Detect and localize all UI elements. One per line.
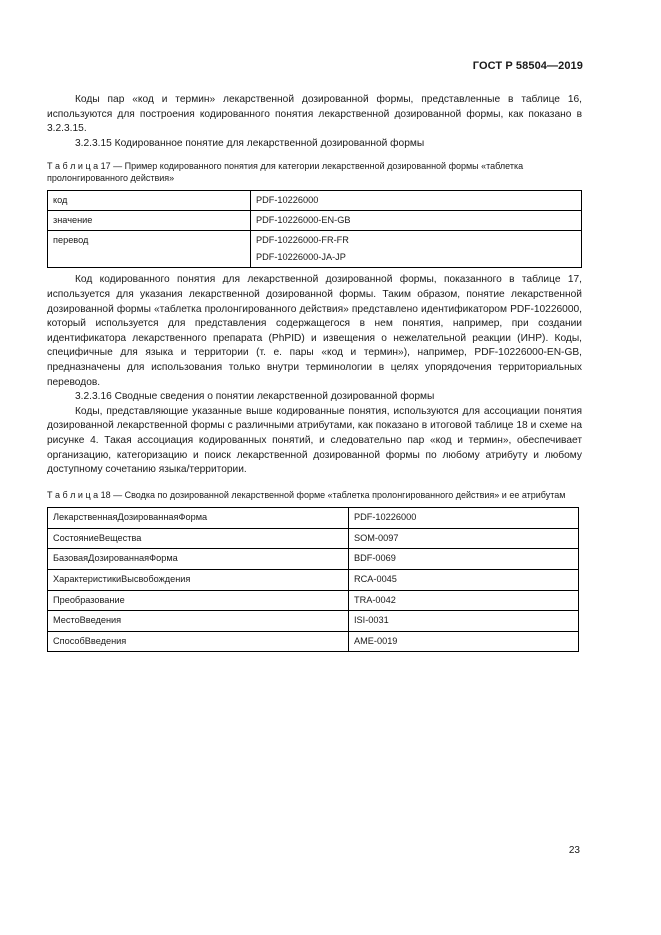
table-row xyxy=(48,508,579,529)
table-row xyxy=(48,590,579,611)
table-cell-label: перевод xyxy=(48,231,251,268)
table-cell-label: ЛекарственнаяДозированнаяФорма xyxy=(48,508,349,529)
table-row xyxy=(48,611,579,632)
page-number: 23 xyxy=(568,845,580,856)
table-cell-value xyxy=(251,231,582,268)
table-cell-value: TRA-0042 xyxy=(349,590,579,611)
table-cell-label: ХарактеристикиВысвобождения xyxy=(48,569,349,590)
translation-fr: PDF-10226000-FR-FR xyxy=(256,235,349,246)
section-heading-3-2-3-16: 3.2.3.16 Сводные сведения о понятии лекарственной дозированной формы xyxy=(75,391,435,403)
table-row xyxy=(48,631,579,652)
table-row xyxy=(48,211,582,231)
table-cell-value: PDF-10226000 xyxy=(349,508,579,529)
page-body xyxy=(47,93,582,652)
paragraph-intro: Коды пар «код и термин» лекарственной дозированной формы, представленные в таблице 16, используются для построения кодированного понятия лекарственной дозированной формы, как показано в 3.2.3.15. xyxy=(47,94,582,135)
table-cell-value: PDF-10226000 xyxy=(251,191,582,211)
section-heading-3-2-3-15: 3.2.3.15 Кодированное понятие для лекарственной дозированной формы xyxy=(75,137,425,149)
table-cell-label: МестоВведения xyxy=(48,611,349,632)
table-cell-label: СостояниеВещества xyxy=(48,528,349,549)
table-row xyxy=(48,528,579,549)
table-cell-value: AME-0019 xyxy=(349,631,579,652)
table-row xyxy=(48,231,582,268)
table-cell-label: код xyxy=(48,191,251,211)
translation-ja: PDF-10226000-JA-JP xyxy=(256,252,346,263)
table-18-caption: Т а б л и ц а 18 — Сводка по дозированной лекарственной форме «таблетка пролонгированного действия» и ее атрибутам xyxy=(47,489,566,500)
table-cell-value: BDF-0069 xyxy=(349,549,579,570)
table-cell-value: ISI-0031 xyxy=(349,611,579,632)
table-row xyxy=(48,191,582,211)
table-cell-label: значение xyxy=(48,211,251,231)
table-cell-label: СпособВведения xyxy=(48,631,349,652)
paragraph-coded-concept: Код кодированного понятия для лекарственной дозированной формы, показанного в таблице 17, используется для указания лекарственной дозированной формы. Таким образом, понятие лекарственной дозированной формы «таблетка пролонгированного действия» представлено идентификатором PDF-10226000, который используется для представления содержащегося в нем понятия, например, при создании идентификатора лекарственного препарата (PhPID) и извещения о нежелательной реакции (ИНР). Коды, специфичные для языка и территории (т. е. пары «код и термин»), например, PDF-10226000-EN-GB, предназначены для использования только внутри терминологии в целях упорядочения территориальных переводов. xyxy=(47,274,582,388)
table-cell-label: Преобразование xyxy=(48,590,349,611)
table-17-caption: Т а б л и ц а 17 — Пример кодированного понятия для категории лекарственной дозированной формы «таблетка пролонгированного действия» xyxy=(47,161,524,183)
table-cell-label: БазоваяДозированнаяФорма xyxy=(48,549,349,570)
paragraph-summary: Коды, представляющие указанные выше кодированные понятия, используются для ассоциации понятия дозированной лекарственной формы с различными атрибутами, как показано в итоговой таблице 18 и схеме на рисунке 4. Такая ассоциация кодированных понятий, и следовательно пар «код и термин», обеспечивает организацию, категоризацию и поиск лекарственной дозированной формы по любому атрибуту и любому доступному сочетанию языка/территории. xyxy=(47,405,582,476)
table-18 xyxy=(47,507,579,652)
table-row xyxy=(48,549,579,570)
standard-header: ГОСТ Р 58504—2019 xyxy=(472,60,583,72)
table-cell-value: RCA-0045 xyxy=(349,569,579,590)
table-17 xyxy=(47,190,582,268)
table-cell-value: PDF-10226000-EN-GB xyxy=(251,211,582,231)
table-row xyxy=(48,569,579,590)
table-cell-value: SOM-0097 xyxy=(349,528,579,549)
